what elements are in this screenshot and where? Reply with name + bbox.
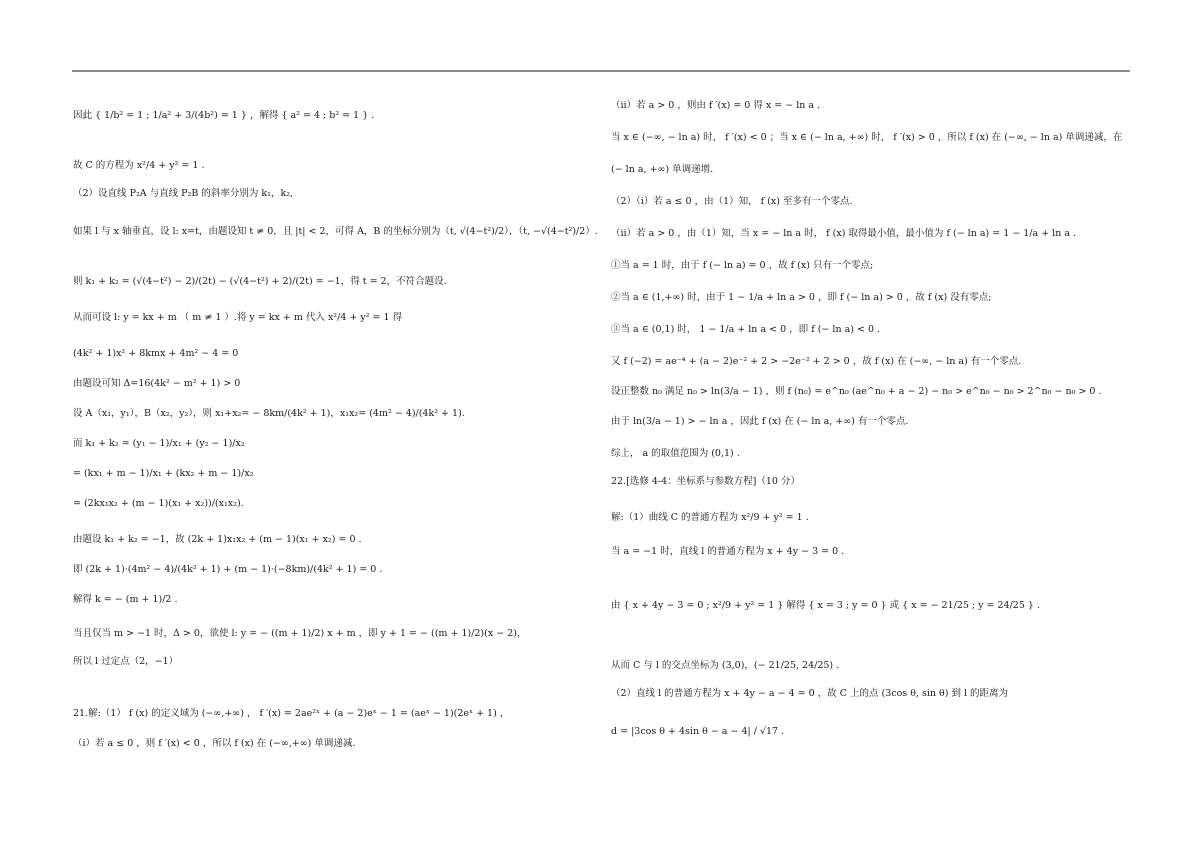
text-line: （2）（ⅰ）若 a ≤ 0 ，由（1）知， f (x) 至多有一个零点.	[611, 196, 853, 207]
text-line: （2）直线 l 的普通方程为 x + 4y − a − 4 = 0 ，故 C 上的点 (3cos θ, sin θ) 到 l 的距离为	[611, 688, 1009, 699]
text-line: (− ln a, +∞) 单调递增.	[611, 164, 714, 175]
text-line: 当 x ∈ (−∞, − ln a) 时， f ′(x) < 0 ；当 x ∈ (− ln a, +∞) 时， f ′(x) > 0 ，所以 f (x) 在 (−∞, − ln a) 单调递减，在	[611, 132, 1123, 143]
text-line: 当且仅当 m > −1 时，Δ > 0，欲使 l: y = − ((m + 1)/2) x + m ，即 y + 1 = − ((m + 1)/2)(x − 2)，	[73, 628, 527, 639]
text-line: （ⅰ）若 a ≤ 0 ，则 f ′(x) < 0 ，所以 f (x) 在 (−∞,+∞) 单调递减.	[73, 738, 356, 749]
text-line: 则 k₁ + k₂ = (√(4−t²) − 2)/(2t) − (√(4−t²) + 2)/(2t) = −1，得 t = 2，不符合题设.	[73, 276, 447, 287]
text-line: 由题设可知 Δ=16(4k² − m² + 1) > 0	[73, 378, 241, 389]
text-line: 由 { x + 4y − 3 = 0 ; x²/9 + y² = 1 } 解得 { x = 3 ; y = 0 } 或 { x = − 21/25 ; y = 24/25 } .	[611, 600, 1040, 611]
text-line: ③当 a ∈ (0,1) 时， 1 − 1/a + ln a < 0 ，即 f (− ln a) < 0 .	[611, 324, 881, 335]
text-line: = (kx₁ + m − 1)/x₁ + (kx₂ + m − 1)/x₂	[73, 468, 254, 479]
text-line: 从而可设 l: y = kx + m （ m ≠ 1 ）.将 y = kx + m 代入 x²/4 + y² = 1 得	[73, 312, 403, 323]
header-rule	[72, 70, 1130, 72]
text-line: 解:（1）曲线 C 的普通方程为 x²/9 + y² = 1 .	[611, 512, 809, 523]
text-line: = (2kx₁x₂ + (m − 1)(x₁ + x₂))/(x₁x₂).	[73, 498, 244, 509]
text-line: ①当 a = 1 时，由于 f (− ln a) = 0 ，故 f (x) 只有一个零点;	[611, 260, 874, 271]
text-line: 由于 ln(3/a − 1) > − ln a ，因此 f (x) 在 (− ln a, +∞) 有一个零点.	[611, 416, 909, 427]
text-line: (4k² + 1)x² + 8kmx + 4m² − 4 = 0	[73, 348, 239, 359]
text-line: 所以 l 过定点（2，−1）	[73, 656, 179, 667]
text-line: 即 (2k + 1)·(4m² − 4)/(4k² + 1) + (m − 1)·(−8km)/(4k² + 1) = 0 .	[73, 564, 383, 575]
section-heading: 22.[选修 4-4：坐标系与参数方程]（10 分）	[611, 476, 800, 487]
text-line: d = |3cos θ + 4sin θ − a − 4| / √17 .	[611, 726, 785, 737]
text-line: 如果 l 与 x 轴垂直，设 l: x=t，由题设知 t ≠ 0，且 |t| < 2，可得 A，B 的坐标分别为（t, √(4−t²)/2），（t, −√(4−t²)/2）.	[73, 226, 598, 237]
text-line: 解得 k = − (m + 1)/2 .	[73, 594, 178, 605]
text-line: 又 f (−2) = ae⁻⁴ + (a − 2)e⁻² + 2 > −2e⁻² + 2 > 0 ，故 f (x) 在 (−∞, − ln a) 有一个零点.	[611, 356, 1022, 367]
text-line: 21.解:（1） f (x) 的定义域为 (−∞,+∞) ， f ′(x) = 2ae²ˣ + (a − 2)eˣ − 1 = (aeˣ − 1)(2eˣ + 1) ，	[73, 708, 510, 719]
text-line: （2）设直线 P₂A 与直线 P₂B 的斜率分别为 k₁，k₂,	[73, 188, 294, 199]
text-line: 由题设 k₁ + k₂ = −1，故 (2k + 1)x₁x₂ + (m − 1)(x₁ + x₂) = 0 .	[73, 534, 362, 545]
text-line: （ⅱ）若 a > 0 ，由（1）知，当 x = − ln a 时， f (x) 取得最小值，最小值为 f (− ln a) = 1 − 1/a + ln a .	[611, 228, 1077, 239]
text-line: 从而 C 与 l 的交点坐标为 (3,0)，(− 21/25, 24/25) .	[611, 660, 840, 671]
text-line: 而 k₁ + k₂ = (y₁ − 1)/x₁ + (y₂ − 1)/x₂	[73, 438, 245, 449]
text-line: 因此 { 1/b² = 1 ; 1/a² + 3/(4b²) = 1 } ，解得 { a² = 4 ; b² = 1 } .	[73, 110, 375, 121]
text-line: 当 a = −1 时，直线 l 的普通方程为 x + 4y − 3 = 0 .	[611, 546, 845, 557]
text-line: （ⅱ）若 a > 0 ，则由 f ′(x) = 0 得 x = − ln a .	[611, 100, 821, 111]
text-line: 设 A（x₁，y₁），B（x₂，y₂），则 x₁+x₂= − 8km/(4k² + 1)，x₁x₂= (4m² − 4)/(4k² + 1).	[73, 408, 465, 419]
text-line: 故 C 的方程为 x²/4 + y² = 1 .	[73, 160, 205, 171]
text-line: 设正整数 n₀ 满足 n₀ > ln(3/a − 1) ，则 f (n₀) = e^n₀ (ae^n₀ + a − 2) − n₀ > e^n₀ − n₀ > 2^n₀ − n₀ > 0 .	[611, 386, 1102, 397]
text-line: ②当 a ∈ (1,+∞) 时，由于 1 − 1/a + ln a > 0 ，即 f (− ln a) > 0 ，故 f (x) 没有零点;	[611, 292, 992, 303]
text-line: 综上， a 的取值范围为 (0,1) .	[611, 448, 740, 459]
